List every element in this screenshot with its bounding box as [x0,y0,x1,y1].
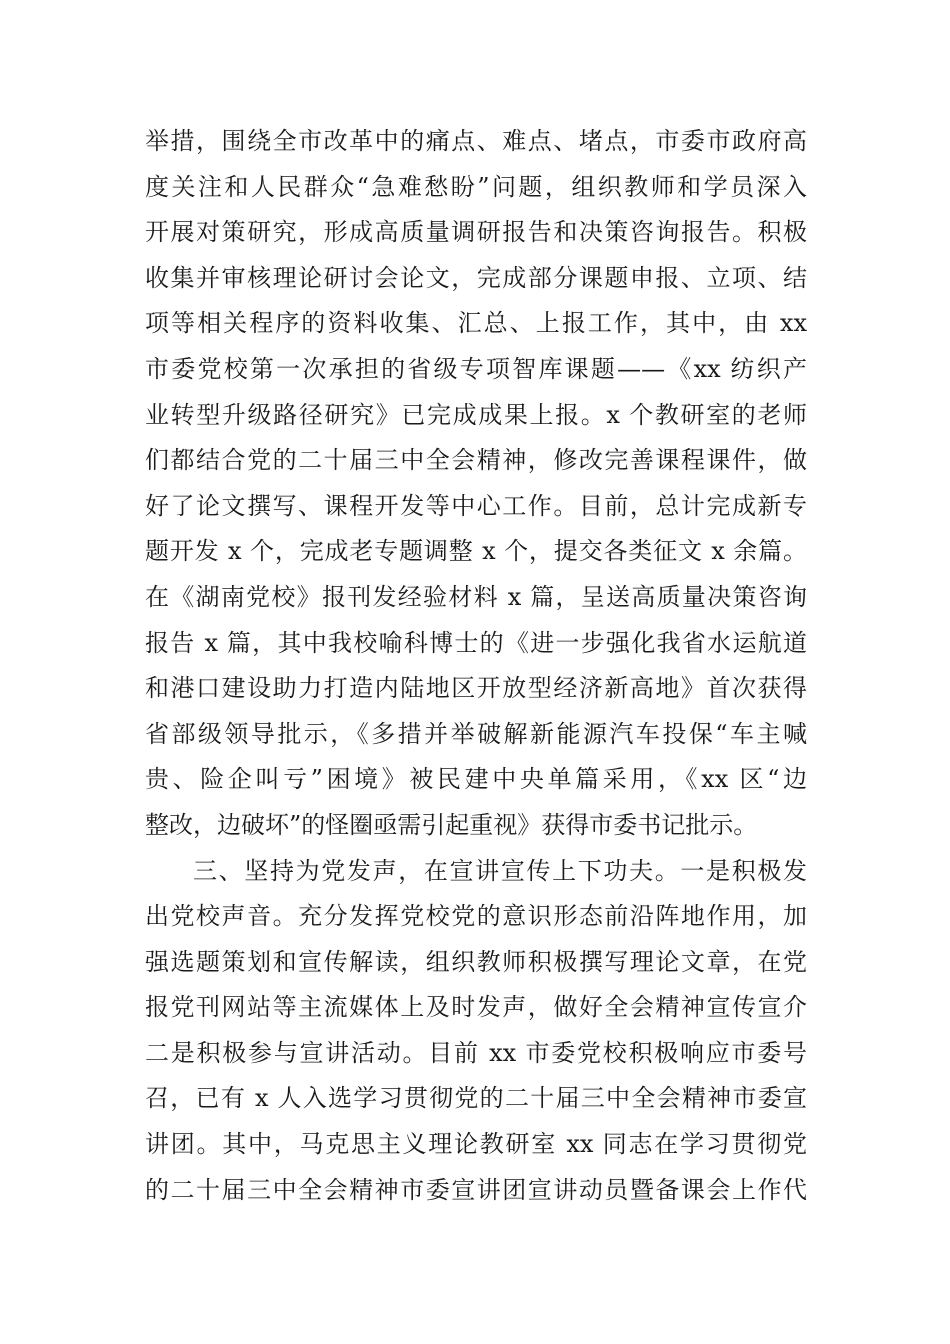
text-line: 报党刊网站等主流媒体上及时发声，做好全会精神宣传宣介 [145,993,807,1022]
text-line: 好了论文撰写、课程开发等中心工作。目前，总计完成新专 [145,491,807,520]
text-line: 召，已有 x 人入选学习贯彻党的二十届三中全会精神市委宣 [145,1084,807,1113]
section-heading-line: 三、坚持为党发声，在宣讲宣传上下功夫。一是积极发 [193,856,807,885]
text-line: 二是积极参与宣讲活动。目前 xx 市委党校积极响应市委号 [145,1038,807,1067]
text-line: 和港口建设助力打造内陆地区开放型经济新高地》首次获得 [145,674,807,703]
text-line: 贵、险企叫亏”困境》被民建中央单篇采用，《xx 区“边 [145,765,807,794]
text-line: 省部级领导批示，《多措并举破解新能源汽车投保“车主喊 [145,719,807,748]
text-line: 整改，边破坏”的怪圈亟需引起重视》获得市委书记批示。 [145,810,758,839]
text-line: 收集并审核理论研讨会论文，完成部分课题申报、立项、结 [145,263,807,292]
text-line: 的二十届三中全会精神市委宣讲团宣讲动员暨备课会上作代 [145,1175,807,1204]
text-line: 出党校声音。充分发挥党校党的意识形态前沿阵地作用，加 [145,902,807,931]
document-body [145,119,807,1213]
text-line: 们都结合党的二十届三中全会精神，修改完善课程课件，做 [145,446,807,475]
text-line: 讲团。其中，马克思主义理论教研室 xx 同志在学习贯彻党 [145,1130,807,1159]
text-line: 在《湖南党校》报刊发经验材料 x 篇，呈送高质量决策咨询 [145,582,807,611]
text-line: 题开发 x 个，完成老专题调整 x 个，提交各类征文 x 余篇。 [145,537,807,566]
text-line: 强选题策划和宣传解读，组织教师积极撰写理论文章，在党 [145,947,807,976]
text-line: 市委党校第一次承担的省级专项智库课题——《xx 纺织产 [145,354,807,383]
text-line: 项等相关程序的资料收集、汇总、上报工作，其中，由 xx [145,309,807,338]
text-line: 度关注和人民群众“急难愁盼”问题，组织教师和学员深入 [145,172,807,201]
text-line: 举措，围绕全市改革中的痛点、难点、堵点，市委市政府高 [145,127,807,155]
text-line: 业转型升级路径研究》已完成成果上报。x 个教研室的老师 [145,400,807,429]
text-line: 报告 x 篇，其中我校喻科博士的《进一步强化我省水运航道 [145,628,807,657]
text-line: 开展对策研究，形成高质量调研报告和决策咨询报告。积极 [145,218,807,247]
